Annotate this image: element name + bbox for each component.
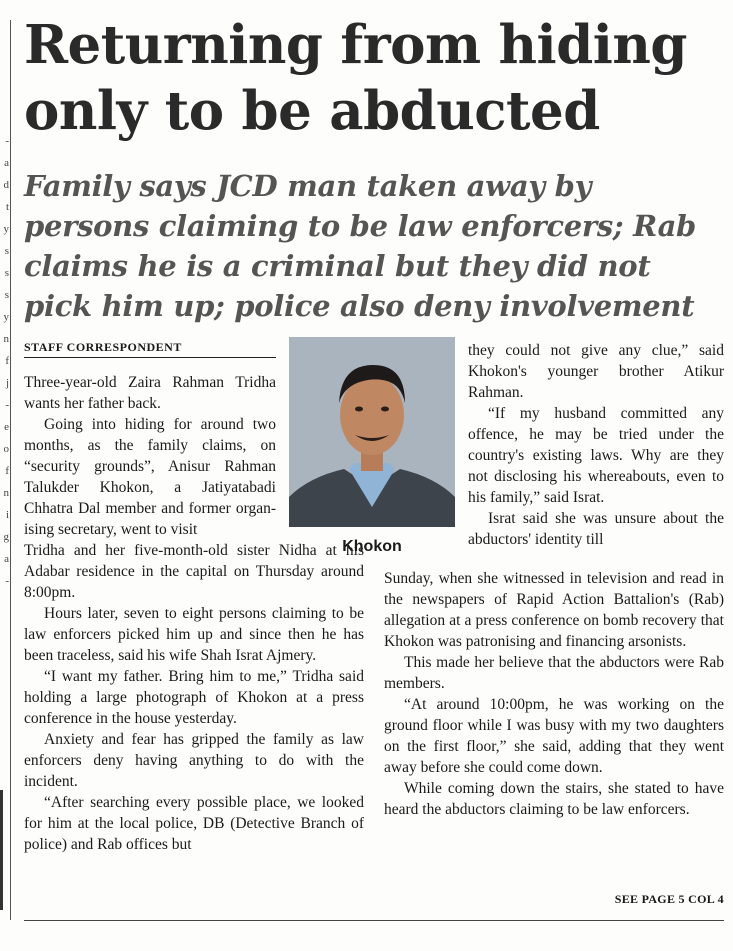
adjacent-column-fragment: - a d t y s s s y n f j - e o f n i g a -	[3, 135, 9, 587]
portrait-illustration	[289, 337, 455, 527]
portrait-photo	[289, 337, 455, 527]
column-2-top	[468, 340, 724, 550]
paragraph: Three-year-old Zaira Rahman Tridha wants her father back.	[24, 374, 276, 412]
paragraph: Israt said she was unsure about the abductors' identity till	[468, 510, 724, 548]
paragraph: Sunday, when she witnessed in television and read in the newspapers of Rapid Action Battalion's (Rab) allegation at a press conference on bomb recovery that Khokon was patronising and financing arsonists.	[384, 570, 724, 650]
paragraph: Tridha and her five-month-old sister Nidha at his Adabar residence in the capital on Thursday around 8:00pm.	[24, 542, 364, 601]
paragraph: “If my husband committed any offence, he may be tried under the country's existing laws. Why are they not disclosing his whereabouts, even to his family,” said Israt.	[468, 405, 724, 506]
paragraph: While coming down the stairs, she stated to have heard the abductors claiming to be law enforcers.	[384, 780, 724, 818]
paragraph: Going into hiding for around two months, as the family claims, on “security grounds”, Anisur Rahman Talukder Khokon, a Jatiyatabadi Chhatra Dal member and former organ-ising secretary, went to visit	[24, 416, 276, 538]
paragraph: Anxiety and fear has gripped the family as law enforcers deny having anything to do with the incident.	[24, 731, 364, 790]
paragraph: “I want my father. Bring him to me,” Tridha said holding a large photograph of Khokon at a press conference in the house yesterday.	[24, 668, 364, 727]
paragraph: This made her believe that the abductors were Rab members.	[384, 654, 724, 692]
photo-caption: Khokon	[342, 538, 402, 555]
bottom-rule	[24, 920, 724, 921]
left-margin-bar	[0, 790, 3, 910]
left-column-rule	[10, 20, 11, 920]
byline: STAFF CORRESPONDENT	[24, 340, 276, 358]
paragraph: “After searching every possible place, we looked for him at the local police, DB (Detective Branch of police) and Rab offices but	[24, 794, 364, 853]
deck-subheadline: Family says JCD man taken away by persons claiming to be law enforcers; Rab claims he is a criminal but they did not pick him up; police also deny involvement	[24, 169, 697, 323]
paragraph: “At around 10:00pm, he was working on the ground floor while I was busy with my two daughters on the first floor,” she said, adding that they went away before she could come down.	[384, 696, 724, 776]
paragraph: Hours later, seven to eight persons claiming to be law enforcers picked him up and since then he has been traceless, said his wife Shah Israt Ajmery.	[24, 605, 364, 664]
headline: Returning from hiding only to be abducted	[24, 14, 687, 142]
paragraph: they could not give any clue,” said Khokon's younger brother Atikur Rahman.	[468, 342, 724, 401]
column-2-bottom	[384, 568, 724, 820]
continued-jump-line: SEE PAGE 5 COL 4	[614, 892, 724, 906]
